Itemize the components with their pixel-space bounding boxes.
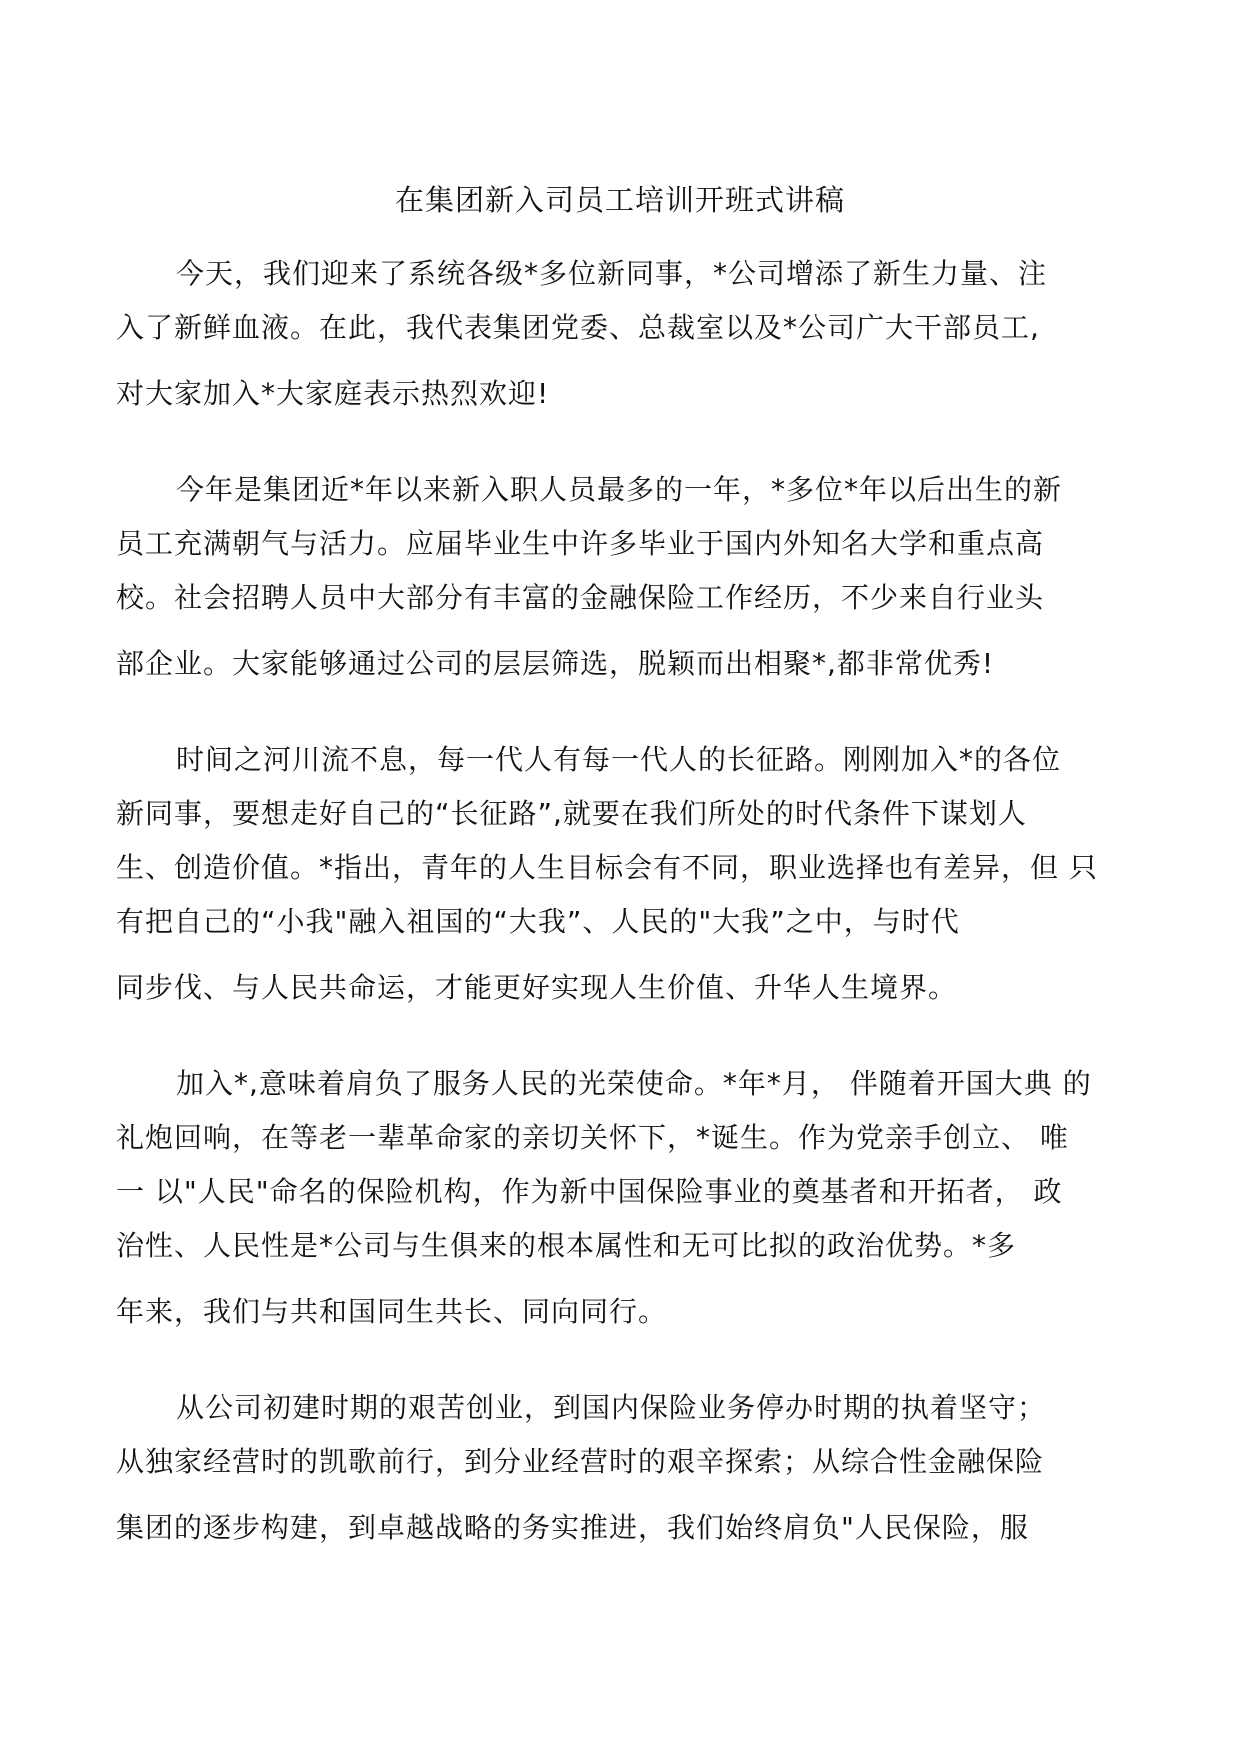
paragraph-4-line-5: 年来，我们与共和国同生共长、同向同行。 bbox=[116, 1295, 668, 1328]
paragraph-3-line-1: 时间之河川流不息，每一代人有每一代人的长征路。刚刚加入*的各位 bbox=[176, 743, 1062, 776]
paragraph-1-line-3: 对大家加入*大家庭表示热烈欢迎! bbox=[116, 377, 550, 410]
paragraph-4-line-3: 一 以"人民"命名的保险机构，作为新中国保险事业的奠基者和开拓者， 政 bbox=[116, 1175, 1063, 1208]
paragraph-3-line-3: 生、创造价值。*指出，青年的人生目标会有不同，职业选择也有差异，但 只 bbox=[116, 851, 1098, 884]
paragraph-4-line-4: 治性、人民性是*公司与生俱来的根本属性和无可比拟的政治优势。*多 bbox=[116, 1229, 1017, 1262]
paragraph-2-line-2: 员工充满朝气与活力。应届毕业生中许多毕业于国内外知名大学和重点高 bbox=[116, 527, 1045, 560]
paragraph-5-line-1: 从公司初建时期的艰苦创业，到国内保险业务停办时期的执着坚守； bbox=[176, 1391, 1047, 1424]
paragraph-2-line-1: 今年是集团近*年以来新入职人员最多的一年，*多位*年以后出生的新 bbox=[176, 473, 1063, 506]
paragraph-3-line-5: 同步伐、与人民共命运，才能更好实现人生价值、升华人生境界。 bbox=[116, 971, 958, 1004]
document-title: 在集团新入司员工培训开班式讲稿 bbox=[394, 183, 845, 217]
paragraph-1-line-2: 入了新鲜血液。在此，我代表集团党委、总裁室以及*公司广大干部员工, bbox=[116, 311, 1040, 344]
paragraph-2-line-4: 部企业。大家能够通过公司的层层筛选，脱颖而出相聚*,都非常优秀! bbox=[116, 647, 995, 680]
paragraph-3-line-4: 有把自己的“小我"融入祖国的“大我”、人民的"大我”之中，与时代 bbox=[116, 905, 960, 938]
paragraph-3-line-2: 新同事，要想走好自己的“长征路”,就要在我们所处的时代条件下谋划人 bbox=[116, 797, 1027, 830]
paragraph-5-line-2: 从独家经营时的凯歌前行，到分业经营时的艰辛探索；从综合性金融保险 bbox=[116, 1445, 1045, 1478]
paragraph-4-line-1: 加入*,意味着肩负了服务人民的光荣使命。*年*月， 伴随着开国大典 的 bbox=[176, 1067, 1092, 1100]
paragraph-2-line-3: 校。社会招聘人员中大部分有丰富的金融保险工作经历，不少来自行业头 bbox=[116, 581, 1045, 614]
paragraph-4-line-2: 礼炮回响，在等老一辈革命家的亲切关怀下，*诞生。作为党亲手创立、 唯 bbox=[116, 1121, 1069, 1154]
paragraph-1-line-1: 今天，我们迎来了系统各级*多位新同事，*公司增添了新生力量、注 bbox=[176, 257, 1048, 290]
paragraph-5-line-3: 集团的逐步构建，到卓越战略的务实推进，我们始终肩负"人民保险，服 bbox=[116, 1511, 1029, 1544]
